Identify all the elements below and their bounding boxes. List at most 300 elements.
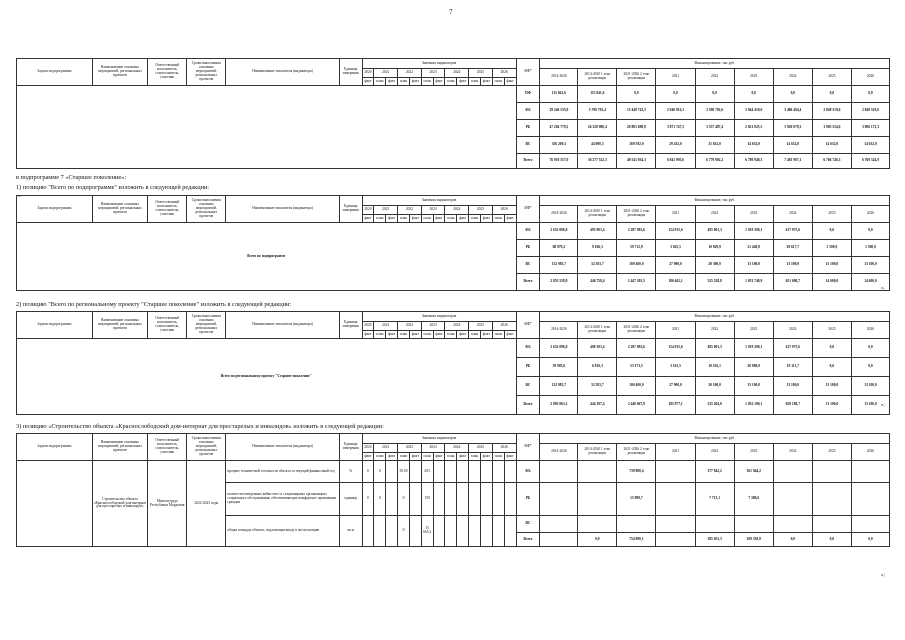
plan-fact-header: факт	[409, 215, 421, 223]
header-indicator: Наименование показателя (индикатора)	[226, 434, 340, 461]
financing-value: 6 810,3	[578, 358, 617, 377]
header-terms: Сроки выполнения основных мероприятий, региональных проектов	[187, 434, 226, 461]
construction-object-table	[16, 433, 890, 547]
financing-value: 76 918 557,0	[540, 154, 578, 169]
indicator-value	[504, 461, 516, 483]
plan-fact-header: план	[445, 78, 457, 86]
financing-value: 3 920 078,3	[773, 120, 812, 137]
financing-value: 15 099,7	[617, 483, 656, 516]
source-cell: ВС	[516, 377, 540, 396]
plan-fact-header: факт	[504, 215, 516, 223]
source-cell: ВС	[516, 137, 540, 154]
financing-column-header: 2025	[812, 206, 851, 223]
financing-value: 14 632,0	[812, 137, 851, 154]
financing-value: 27 900,0	[656, 377, 695, 396]
financing-value: 356 200,3	[540, 137, 578, 154]
source-cell: РБ	[516, 120, 540, 137]
financing-value	[540, 461, 578, 483]
financing-value	[773, 483, 812, 516]
plan-fact-header: план	[421, 331, 433, 339]
summary-label: Всего по подпрограмме	[17, 223, 517, 291]
financing-value: 15 449 743,5	[617, 103, 656, 120]
financing-value: 115 041,6	[578, 86, 617, 103]
financing-value: 369 330,8	[734, 533, 773, 547]
financing-value: 3 025,5	[656, 240, 695, 257]
financing-value: 7 401 997,1	[773, 154, 812, 169]
header-indicator: Наименование показателя (индикатора)	[226, 196, 340, 223]
plan-fact-header: план	[421, 78, 433, 86]
header-responsible: Ответственный исполнитель, соисполнитель, участник	[148, 434, 187, 461]
header-financing: Финансирование, тыс.руб.	[540, 59, 890, 69]
financing-value	[540, 533, 578, 547]
financing-value	[695, 516, 734, 533]
plan-fact-header: план	[492, 215, 504, 223]
plan-fact-header: факт	[457, 215, 469, 223]
source-cell: ФБ	[516, 461, 540, 483]
financing-value: 13 100,0	[851, 257, 889, 274]
caption-item-2: 2) позицию "Всего по региональному проекту "Старшее поколение" изложить в следующей редакции:	[16, 301, 292, 308]
header-responsible: Ответственный исполнитель, соисполнитель, участник	[148, 59, 187, 86]
plan-fact-header: факт	[480, 215, 492, 223]
financing-value: 385 655,3	[695, 533, 734, 547]
financing-value: 3 906 172,3	[851, 120, 889, 137]
plan-fact-header: план	[492, 331, 504, 339]
header-indicator: Наименование показателя (индикатора)	[226, 59, 340, 86]
indicator-name: процент технической готовности объекта за текущий финансовый год	[226, 461, 340, 483]
financing-value: 36 277 522,3	[578, 154, 617, 169]
financing-value: 5 790 792,4	[578, 103, 617, 120]
financing-value: 1 052 100,1	[734, 396, 773, 415]
financing-column-header: 2014-2020 1 этап реализации	[578, 444, 617, 461]
financing-value: 53 173,3	[617, 358, 656, 377]
year-header: 2023	[421, 322, 445, 331]
header-source: ИФ*	[516, 196, 540, 223]
financing-value	[773, 461, 812, 483]
financing-value: 0,0	[773, 533, 812, 547]
financing-value: 3 486 494,4	[773, 103, 812, 120]
financing-value: 31 632,0	[695, 137, 734, 154]
plan-fact-header: план	[445, 215, 457, 223]
financing-column-header: 2026	[851, 444, 889, 461]
financing-value: 0,0	[851, 86, 889, 103]
header-unit: Единица измерения	[339, 312, 362, 339]
financing-value: 14 600,0	[812, 274, 851, 291]
financing-value: 2 652 096,0	[540, 339, 578, 358]
financing-value: 32 583,7	[578, 377, 617, 396]
goal-cell	[17, 461, 93, 547]
financing-value: 13 100,0	[773, 377, 812, 396]
plan-fact-header: факт	[457, 331, 469, 339]
financing-column-header: 2024	[773, 322, 812, 339]
year-header: 2024	[445, 322, 469, 331]
plan-fact-header: план	[374, 453, 386, 461]
financing-value: 13 100,0	[734, 377, 773, 396]
indicator-name: количество введенных койко-мест в стационарных организациях социального обслуживания, обеспечивающих комфортное проживание граждан	[226, 483, 340, 516]
source-cell: Всего	[516, 274, 540, 291]
financing-value: 115 041,6	[540, 86, 578, 103]
financing-value: 0,0	[617, 86, 656, 103]
financing-value: 13 100,0	[851, 396, 889, 415]
header-source: ИФ*	[516, 434, 540, 461]
financing-value: 525 528,8	[695, 274, 734, 291]
plan-fact-header: факт	[386, 453, 398, 461]
financing-value: 361 944,2	[734, 461, 773, 483]
header-unit: Единица измерения	[339, 59, 362, 86]
unit-cell: кв.м	[339, 516, 362, 547]
indicator-value	[492, 483, 504, 516]
plan-fact-header: план	[469, 331, 481, 339]
year-header: 2022	[398, 206, 422, 215]
indicator-value	[409, 483, 421, 516]
indicator-value: 50,00	[398, 461, 410, 483]
source-cell: ПФ	[516, 86, 540, 103]
plan-fact-header: факт	[457, 453, 469, 461]
financing-column-header: 2021-2026 2 этап реализации	[617, 322, 656, 339]
financing-value: 68 979,2	[540, 240, 578, 257]
source-cell: ВС	[516, 257, 540, 274]
financing-value: 2 853 558,9	[540, 274, 578, 291]
financing-value: 13 100,0	[773, 257, 812, 274]
plan-fact-header: план	[398, 215, 410, 223]
year-header: 2025	[469, 444, 493, 453]
financing-value: 3 357 487,4	[695, 120, 734, 137]
terms-cell: 2022-2023 годы	[187, 461, 226, 547]
financing-value: 20 800,0	[734, 358, 773, 377]
year-header: 2020	[362, 206, 374, 215]
financing-value: 29 617,7	[773, 240, 812, 257]
financing-column-header: 2025	[812, 69, 851, 86]
plan-fact-header: факт	[480, 78, 492, 86]
plan-fact-header: факт	[362, 331, 374, 339]
financing-value: 2 447 205,5	[617, 274, 656, 291]
financing-value	[540, 516, 578, 533]
financing-value: 1 500,0	[851, 240, 889, 257]
indicator-value: 0	[398, 483, 410, 516]
header-events: Наименование основных мероприятий, региональных проектов	[92, 434, 147, 461]
indicator-value	[374, 516, 386, 547]
year-header: 2020	[362, 444, 374, 453]
financing-value: 1 019 200,1	[734, 339, 773, 358]
financing-value: 13 100,0	[734, 257, 773, 274]
indicator-value	[469, 483, 481, 516]
indicator-value	[433, 516, 445, 547]
year-header: 2023	[421, 69, 445, 78]
financing-column-header: 2026	[851, 322, 889, 339]
close-quote-mark-3: »;	[881, 573, 885, 578]
financing-column-header: 2014-2026	[540, 444, 578, 461]
indicator-value: 0	[362, 461, 374, 483]
indicator-value	[386, 516, 398, 547]
financing-column-header: 2021	[656, 69, 695, 86]
caption-item-1: 1) позицию "Всего по подпрограмме" изложить в следующей редакции:	[16, 184, 210, 191]
financing-value	[540, 483, 578, 516]
financing-value: 3 390 702,6	[695, 103, 734, 120]
financing-value: 2 848 519,6	[851, 103, 889, 120]
year-header: 2021	[374, 69, 398, 78]
financing-column-header: 2025	[812, 322, 851, 339]
plan-fact-header: факт	[433, 453, 445, 461]
indicator-value: 49,5	[421, 461, 433, 483]
unit-cell: %	[339, 461, 362, 483]
financing-value	[617, 516, 656, 533]
financing-value: 617 975,6	[773, 223, 812, 240]
indicator-value	[409, 516, 421, 547]
financing-value	[812, 461, 851, 483]
financing-column-header: 2022	[695, 206, 734, 223]
financing-value: 9 166,3	[578, 240, 617, 257]
indicator-value: 0	[374, 483, 386, 516]
plan-fact-header: план	[492, 78, 504, 86]
header-terms: Сроки выполнения основных мероприятий, региональных проектов	[187, 196, 226, 223]
financing-value	[656, 461, 695, 483]
financing-value: 154 915,6	[656, 339, 695, 358]
source-cell: Всего	[516, 533, 540, 547]
year-header: 2020	[362, 322, 374, 331]
financing-value	[656, 533, 695, 547]
financing-value: 20 300,0	[695, 257, 734, 274]
financing-value: 10 829,9	[695, 240, 734, 257]
year-header: 2021	[374, 444, 398, 453]
indicator-value	[457, 516, 469, 547]
financing-value: 13 100,0	[851, 377, 889, 396]
financing-column-header: 2014-2026	[540, 206, 578, 223]
year-header: 2023	[421, 206, 445, 215]
year-header: 2021	[374, 206, 398, 215]
financing-value: 6 780 940,3	[734, 154, 773, 169]
year-header: 2026	[492, 206, 516, 215]
financing-value: 0,0	[812, 223, 851, 240]
financing-value: 2 287 092,6	[617, 339, 656, 358]
financing-value: 2 805 063,3	[540, 396, 578, 415]
header-events: Наименование основных мероприятий, региональных проектов	[92, 196, 147, 223]
plan-fact-header: план	[445, 331, 457, 339]
indicator-value	[362, 516, 374, 547]
financing-value: 0,0	[734, 86, 773, 103]
financing-value: 1 053 740,9	[734, 274, 773, 291]
plan-fact-header: факт	[409, 78, 421, 86]
year-header: 2025	[469, 206, 493, 215]
source-cell: РБ	[516, 240, 540, 257]
year-header: 2021	[374, 322, 398, 331]
indicator-value	[492, 461, 504, 483]
header-goals: Задачи подпрограммы	[17, 434, 93, 461]
financing-column-header: 2023	[734, 69, 773, 86]
indicator-value	[386, 483, 398, 516]
plan-fact-header: план	[374, 331, 386, 339]
financing-value: 6 766 746,3	[812, 154, 851, 169]
financing-column-header: 2024	[773, 444, 812, 461]
plan-fact-header: факт	[362, 78, 374, 86]
financing-column-header: 2022	[695, 444, 734, 461]
indicator-value: 0	[398, 516, 410, 547]
header-goals: Задачи подпрограммы	[17, 196, 93, 223]
financing-value: 59 983,6	[540, 358, 578, 377]
financing-value: 0,0	[851, 339, 889, 358]
financing-value: 32 583,7	[578, 257, 617, 274]
plan-fact-header: факт	[504, 453, 516, 461]
financing-value: 444 397,4	[578, 396, 617, 415]
financing-value: 2 821 825,5	[734, 120, 773, 137]
financing-value	[578, 483, 617, 516]
plan-fact-header: план	[469, 453, 481, 461]
source-cell: РБ	[516, 483, 540, 516]
financing-value: 154 915,6	[656, 223, 695, 240]
source-cell: ФБ	[516, 103, 540, 120]
header-terms: Сроки выполнения основных мероприятий, региональных проектов	[187, 312, 226, 339]
financing-column-header: 2024	[773, 69, 812, 86]
close-quote-mark-1: »;	[881, 286, 885, 291]
open-quote-mark-1: «	[18, 194, 21, 199]
financing-column-header: 2023	[734, 444, 773, 461]
financing-column-header: 2021	[656, 206, 695, 223]
header-unit: Единица измерения	[339, 196, 362, 223]
financing-column-header: 2014-2026	[540, 69, 578, 86]
financing-value: 21 440,8	[734, 240, 773, 257]
financing-value: 0,0	[812, 533, 851, 547]
plan-fact-header: факт	[480, 331, 492, 339]
year-header: 2026	[492, 322, 516, 331]
financing-value: 495 001,3	[695, 339, 734, 358]
plan-fact-header: план	[469, 215, 481, 223]
financing-column-header: 2014-2026	[540, 322, 578, 339]
year-header: 2024	[445, 206, 469, 215]
page-number: 7	[449, 8, 453, 16]
header-indicator-values: Значения индикаторов	[362, 312, 516, 322]
financing-value: 14 632,0	[773, 137, 812, 154]
indicator-value	[492, 516, 504, 547]
plan-fact-header: план	[398, 453, 410, 461]
financing-value: 47 204 779,2	[540, 120, 578, 137]
financing-value: 40 541 034,3	[617, 154, 656, 169]
plan-fact-header: факт	[362, 453, 374, 461]
plan-fact-header: факт	[409, 331, 421, 339]
header-responsible: Ответственный исполнитель, соисполнитель, участник	[148, 196, 187, 223]
subprogram-total-table	[16, 195, 890, 291]
year-header: 2025	[469, 69, 493, 78]
year-header: 2023	[421, 444, 445, 453]
financing-value: 0,0	[812, 358, 851, 377]
plan-fact-header: факт	[433, 331, 445, 339]
plan-fact-header: факт	[433, 78, 445, 86]
financing-value: 2 940 816,1	[656, 103, 695, 120]
financing-value: 0,0	[695, 86, 734, 103]
event-name: Строительство объекта «Краснослободский дом-интернат для престарелых и инвалидов»	[92, 461, 147, 547]
plan-fact-header: план	[421, 215, 433, 223]
financing-value: 1 500,0	[812, 240, 851, 257]
financing-value: 0,0	[656, 86, 695, 103]
financing-value: 2 440 667,9	[617, 396, 656, 415]
financing-value	[812, 483, 851, 516]
header-events: Наименование основных мероприятий, региональных проектов	[92, 312, 147, 339]
financing-column-header: 2023	[734, 206, 773, 223]
financing-value: 377 942,2	[695, 461, 734, 483]
indicator-value	[457, 461, 469, 483]
summary-label: Всего по региональному проекту "Старшее поколение"	[17, 339, 517, 415]
financing-value: 10 102,1	[695, 358, 734, 377]
source-cell: Всего	[516, 396, 540, 415]
plan-fact-header: план	[445, 453, 457, 461]
header-financing: Финансирование, тыс.руб.	[540, 312, 890, 322]
financing-value: 2 287 092,6	[617, 223, 656, 240]
financing-value: 0,0	[851, 223, 889, 240]
financing-value: 408 303,4	[578, 339, 617, 358]
plan-fact-header: план	[398, 78, 410, 86]
financing-value	[812, 516, 851, 533]
unit-cell: единица	[339, 483, 362, 516]
financing-value: 0,0	[851, 533, 889, 547]
header-unit: Единица измерения	[339, 434, 362, 461]
indicator-value	[433, 461, 445, 483]
header-indicator-values: Значения индикаторов	[362, 196, 516, 206]
indicator-value: 0	[362, 483, 374, 516]
empty-block	[17, 86, 517, 169]
financing-value: 13 100,0	[812, 377, 851, 396]
plan-fact-header: факт	[433, 215, 445, 223]
financing-value: 650 186,7	[773, 396, 812, 415]
financing-value: 0,0	[773, 86, 812, 103]
header-goals: Задачи подпрограммы	[17, 312, 93, 339]
plan-fact-header: факт	[386, 215, 398, 223]
plan-fact-header: факт	[504, 78, 516, 86]
financing-column-header: 2026	[851, 69, 889, 86]
indicator-name: общая площадь объекта, подлежащая вводу в эксплуатацию	[226, 516, 340, 547]
financing-value: 19 111,7	[773, 358, 812, 377]
financing-column-header: 2021-2026 2 этап реализации	[617, 206, 656, 223]
header-responsible: Ответственный исполнитель, соисполнитель, участник	[148, 312, 187, 339]
financing-column-header: 2023	[734, 322, 773, 339]
financing-value: 14 632,0	[851, 137, 889, 154]
financing-value	[578, 516, 617, 533]
header-goals: Задачи подпрограммы	[17, 59, 93, 86]
financing-column-header: 2022	[695, 69, 734, 86]
indicator-value	[457, 483, 469, 516]
indicator-value	[480, 483, 492, 516]
source-cell: РБ	[516, 358, 540, 377]
financing-value: 20 100,0	[695, 377, 734, 396]
financing-value: 651 686,7	[773, 274, 812, 291]
financing-value: 44 008,3	[578, 137, 617, 154]
indicator-value	[469, 516, 481, 547]
indicator-value	[504, 483, 516, 516]
top-financing-table	[16, 58, 890, 169]
year-header: 2022	[398, 444, 422, 453]
header-terms: Сроки выполнения основных мероприятий, региональных проектов	[187, 59, 226, 86]
financing-column-header: 2022	[695, 322, 734, 339]
financing-value: 169 592,0	[617, 137, 656, 154]
plan-fact-header: план	[421, 453, 433, 461]
financing-value: 3 161,5	[656, 358, 695, 377]
financing-value: 2 652 096,0	[540, 223, 578, 240]
caption-item-3: 3) позицию «Строительство объекта «Краснослободский дом-интернат для престарелых и инвалидов» изложить в следующей редакции:	[16, 423, 384, 430]
financing-value: 20 881 698,8	[617, 120, 656, 137]
indicator-value	[445, 516, 457, 547]
financing-value: 14 600,0	[851, 274, 889, 291]
financing-value	[656, 483, 695, 516]
financing-column-header: 2026	[851, 206, 889, 223]
financing-value: 754 980,1	[617, 533, 656, 547]
header-indicator: Наименование показателя (индикатора)	[226, 312, 340, 339]
indicator-value	[445, 461, 457, 483]
source-cell: Всего	[516, 154, 540, 169]
financing-value: 0,0	[812, 339, 851, 358]
financing-value: 0,0	[851, 358, 889, 377]
financing-value	[656, 516, 695, 533]
plan-fact-header: факт	[386, 78, 398, 86]
financing-column-header: 2021	[656, 322, 695, 339]
financing-value: 6 769 324,9	[851, 154, 889, 169]
financing-value: 7 713,1	[695, 483, 734, 516]
financing-value: 186 641,1	[656, 274, 695, 291]
